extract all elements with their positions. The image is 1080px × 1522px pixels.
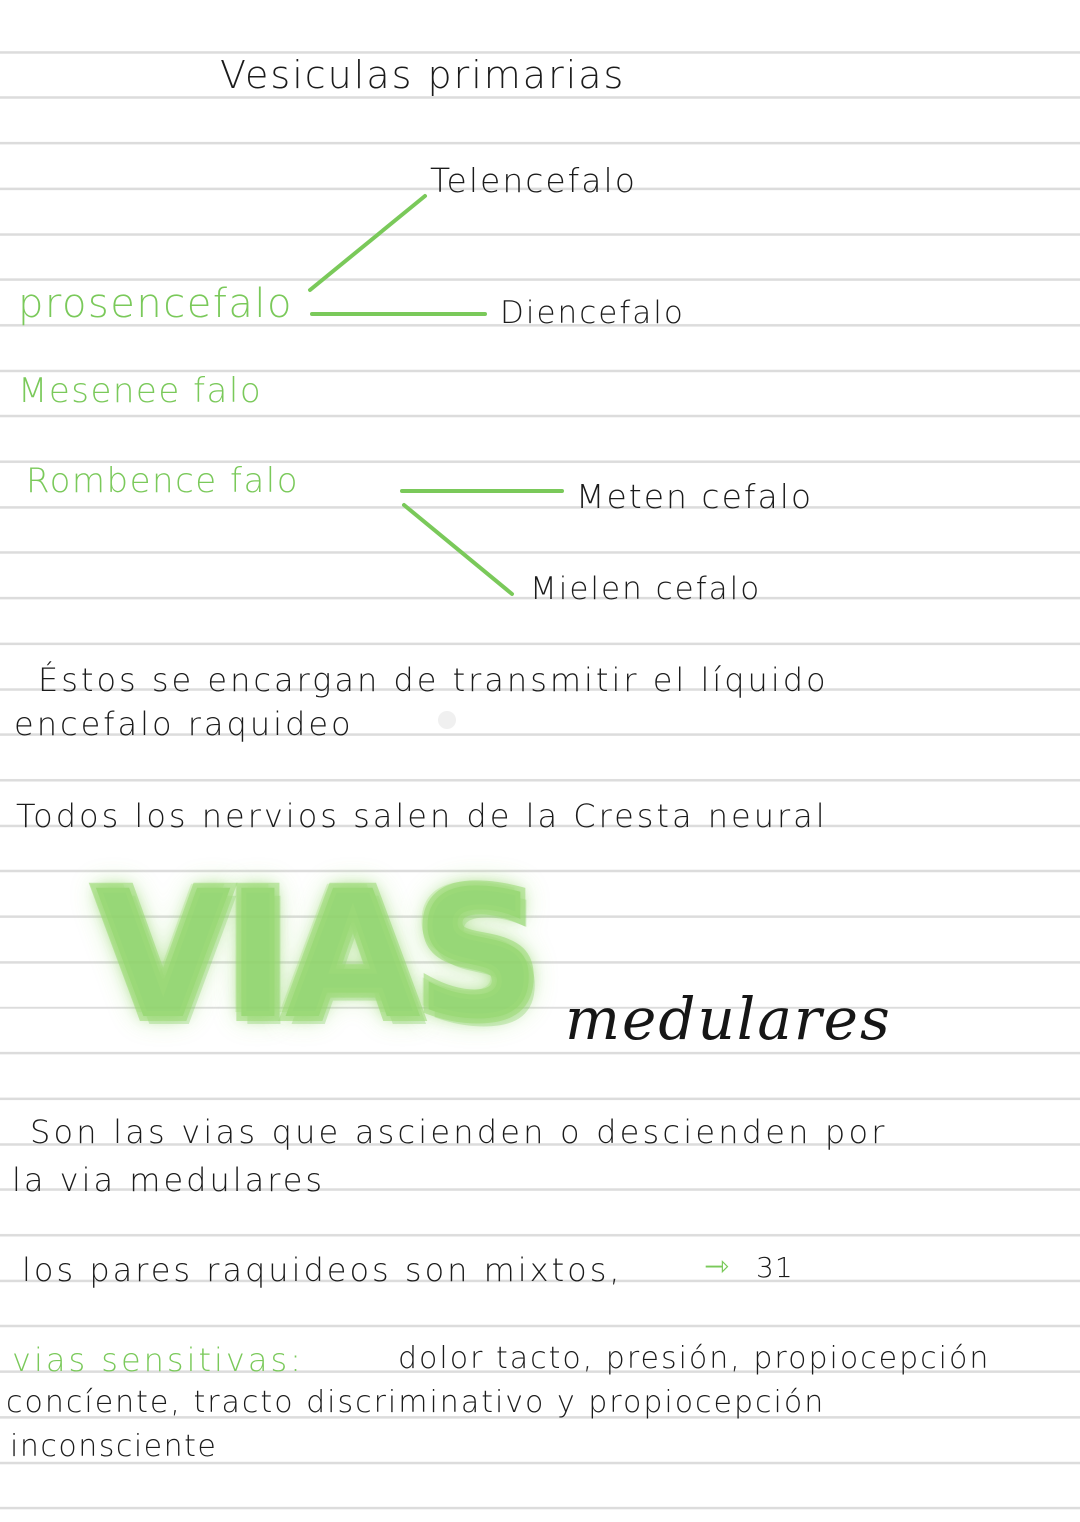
vias-big-lettering: VIAS xyxy=(95,853,536,1058)
note-estos-line2: encefalo raquideo xyxy=(14,705,354,743)
note-todos-nervios: Todos los nervios salen de la Cresta neural xyxy=(16,797,828,835)
label-metencefalo: Meten cefalo xyxy=(576,477,814,516)
pen-dot xyxy=(438,711,456,729)
pares-text: los pares raquideos son mixtos, xyxy=(22,1251,623,1289)
vias-desc-line2: la via medulares xyxy=(12,1161,326,1199)
sensitivas-line1: dolor tacto, presión, propiocepción xyxy=(398,1341,991,1376)
page-title: Vesiculas primarias xyxy=(220,53,626,97)
vias-heading xyxy=(95,853,555,1088)
label-mielencefalo: Mielen cefalo xyxy=(530,571,762,607)
connector-prosencefalo-telencefalo xyxy=(310,196,425,290)
label-rombencefalo: Rombence falo xyxy=(26,461,300,501)
label-prosencefalo: prosencefalo xyxy=(18,281,294,327)
sensitivas-line3: inconsciente xyxy=(10,1429,218,1464)
label-mesencefalo: Mesenee falo xyxy=(18,371,263,411)
label-diencefalo: Diencefalo xyxy=(500,295,685,331)
sensitivas-label: vias sensitivas: xyxy=(12,1341,304,1379)
vias-subtitle: medulares xyxy=(565,985,892,1053)
connector-rombencefalo-mielencefalo xyxy=(404,505,512,594)
vias-desc-line1: Son las vias que ascienden o descienden por xyxy=(30,1113,888,1151)
pares-count: 31 xyxy=(756,1251,794,1284)
note-estos-line1: Éstos se encargan de transmitir el líquido xyxy=(38,661,829,699)
label-telencefalo: Telencefalo xyxy=(430,161,637,200)
arrow-icon: ⇾ xyxy=(704,1249,731,1284)
sensitivas-line2: concíente, tracto discriminativo y propiocepción xyxy=(6,1385,826,1420)
